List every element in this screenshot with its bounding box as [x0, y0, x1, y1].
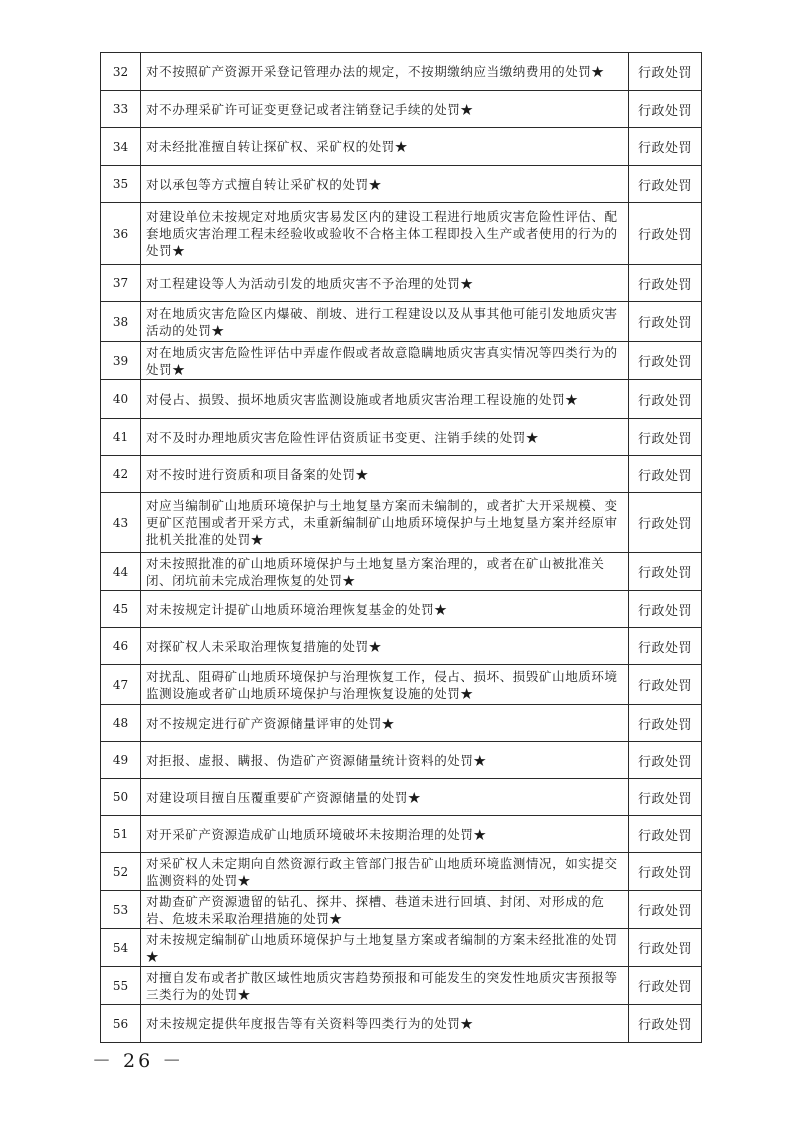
row-number: 56 — [101, 1005, 141, 1043]
row-type: 行政处罚 — [629, 742, 702, 779]
row-type: 行政处罚 — [629, 380, 702, 419]
row-type: 行政处罚 — [629, 166, 702, 203]
table-row — [101, 628, 702, 665]
row-description: 对侵占、损毁、损坏地质灾害监测设施或者地质灾害治理工程设施的处罚★ — [141, 380, 629, 419]
row-description: 对不按照矿产资源开采登记管理办法的规定，不按期缴纳应当缴纳费用的处罚★ — [141, 53, 629, 91]
table-row — [101, 91, 702, 128]
row-type: 行政处罚 — [629, 203, 702, 265]
row-description: 对扰乱、阻碍矿山地质环境保护与治理恢复工作，侵占、损坏、损毁矿山地质环境监测设施或者矿山地质环境保护与治理恢复设施的处罚★ — [141, 665, 629, 705]
row-number: 43 — [101, 493, 141, 553]
table-row — [101, 779, 702, 816]
row-description: 对在地质灾害危险性评估中弄虚作假或者故意隐瞒地质灾害真实情况等四类行为的处罚★ — [141, 342, 629, 380]
row-description: 对建设项目擅自压覆重要矿产资源储量的处罚★ — [141, 779, 629, 816]
row-type: 行政处罚 — [629, 929, 702, 967]
row-number: 41 — [101, 419, 141, 456]
row-description: 对不办理采矿许可证变更登记或者注销登记手续的处罚★ — [141, 91, 629, 128]
row-type: 行政处罚 — [629, 419, 702, 456]
row-number: 45 — [101, 591, 141, 628]
row-description: 对未按规定计提矿山地质环境治理恢复基金的处罚★ — [141, 591, 629, 628]
table-row — [101, 128, 702, 166]
row-number: 35 — [101, 166, 141, 203]
row-type: 行政处罚 — [629, 91, 702, 128]
row-type: 行政处罚 — [629, 628, 702, 665]
row-type: 行政处罚 — [629, 705, 702, 742]
row-description: 对勘查矿产资源遗留的钻孔、探井、探槽、巷道未进行回填、封闭、对形成的危岩、危坡未采取治理措施的处罚★ — [141, 891, 629, 929]
row-type: 行政处罚 — [629, 342, 702, 380]
table-row — [101, 816, 702, 853]
row-description: 对开采矿产资源造成矿山地质环境破坏未按期治理的处罚★ — [141, 816, 629, 853]
row-number: 38 — [101, 302, 141, 342]
row-description: 对不按规定进行矿产资源储量评审的处罚★ — [141, 705, 629, 742]
row-number: 36 — [101, 203, 141, 265]
table-row — [101, 380, 702, 419]
row-type: 行政处罚 — [629, 493, 702, 553]
row-number: 51 — [101, 816, 141, 853]
row-description: 对不按时进行资质和项目备案的处罚★ — [141, 456, 629, 493]
row-type: 行政处罚 — [629, 853, 702, 891]
table-row — [101, 342, 702, 380]
row-number: 48 — [101, 705, 141, 742]
table-row — [101, 456, 702, 493]
table-body — [101, 53, 702, 1043]
row-type: 行政处罚 — [629, 1005, 702, 1043]
row-number: 44 — [101, 553, 141, 591]
row-description: 对擅自发布或者扩散区域性地质灾害趋势预报和可能发生的突发性地质灾害预报等三类行为的处罚★ — [141, 967, 629, 1005]
row-description: 对应当编制矿山地质环境保护与土地复垦方案而未编制的，或者扩大开采规模、变更矿区范围或者开采方式，未重新编制矿山地质环境保护与土地复垦方案并经原审批机关批准的处罚★ — [141, 493, 629, 553]
row-type: 行政处罚 — [629, 302, 702, 342]
row-type: 行政处罚 — [629, 456, 702, 493]
table-row — [101, 742, 702, 779]
table-row — [101, 203, 702, 265]
row-type: 行政处罚 — [629, 967, 702, 1005]
row-number: 33 — [101, 91, 141, 128]
row-description: 对不及时办理地质灾害危险性评估资质证书变更、注销手续的处罚★ — [141, 419, 629, 456]
row-description: 对未按规定提供年度报告等有关资料等四类行为的处罚★ — [141, 1005, 629, 1043]
row-number: 47 — [101, 665, 141, 705]
row-number: 32 — [101, 53, 141, 91]
table-row — [101, 419, 702, 456]
table-row — [101, 853, 702, 891]
row-description: 对未按照批准的矿山地质环境保护与土地复垦方案治理的，或者在矿山被批准关闭、闭坑前未完成治理恢复的处罚★ — [141, 553, 629, 591]
table-row — [101, 929, 702, 967]
row-number: 54 — [101, 929, 141, 967]
row-description: 对未按规定编制矿山地质环境保护与土地复垦方案或者编制的方案未经批准的处罚★ — [141, 929, 629, 967]
row-type: 行政处罚 — [629, 265, 702, 302]
table-row — [101, 967, 702, 1005]
row-number: 50 — [101, 779, 141, 816]
table-row — [101, 302, 702, 342]
table-row — [101, 53, 702, 91]
row-number: 49 — [101, 742, 141, 779]
table-row — [101, 553, 702, 591]
table-row — [101, 493, 702, 553]
row-description: 对工程建设等人为活动引发的地质灾害不予治理的处罚★ — [141, 265, 629, 302]
row-description: 对建设单位未按规定对地质灾害易发区内的建设工程进行地质灾害危险性评估、配套地质灾害治理工程未经验收或验收不合格主体工程即投入生产或者使用的行为的处罚★ — [141, 203, 629, 265]
row-number: 55 — [101, 967, 141, 1005]
penalty-list-table — [100, 52, 702, 1043]
row-description: 对在地质灾害危险区内爆破、削坡、进行工程建设以及从事其他可能引发地质灾害活动的处罚★ — [141, 302, 629, 342]
row-number: 52 — [101, 853, 141, 891]
table-row — [101, 591, 702, 628]
row-number: 39 — [101, 342, 141, 380]
row-number: 53 — [101, 891, 141, 929]
row-number: 37 — [101, 265, 141, 302]
row-type: 行政处罚 — [629, 53, 702, 91]
row-type: 行政处罚 — [629, 779, 702, 816]
row-description: 对以承包等方式擅自转让采矿权的处罚★ — [141, 166, 629, 203]
row-description: 对采矿权人未定期向自然资源行政主管部门报告矿山地质环境监测情况，如实提交监测资料的处罚★ — [141, 853, 629, 891]
row-description: 对未经批准擅自转让探矿权、采矿权的处罚★ — [141, 128, 629, 166]
table-row — [101, 891, 702, 929]
row-number: 42 — [101, 456, 141, 493]
row-type: 行政处罚 — [629, 553, 702, 591]
row-type: 行政处罚 — [629, 665, 702, 705]
row-type: 行政处罚 — [629, 591, 702, 628]
table-row — [101, 665, 702, 705]
row-description: 对探矿权人未采取治理恢复措施的处罚★ — [141, 628, 629, 665]
row-number: 46 — [101, 628, 141, 665]
table-row — [101, 166, 702, 203]
row-type: 行政处罚 — [629, 128, 702, 166]
table-row — [101, 705, 702, 742]
row-description: 对拒报、虚报、瞒报、伪造矿产资源储量统计资料的处罚★ — [141, 742, 629, 779]
row-type: 行政处罚 — [629, 891, 702, 929]
table-row — [101, 265, 702, 302]
row-type: 行政处罚 — [629, 816, 702, 853]
row-number: 34 — [101, 128, 141, 166]
row-number: 40 — [101, 380, 141, 419]
table-row — [101, 1005, 702, 1043]
page-number: － 26 － — [92, 1050, 185, 1072]
